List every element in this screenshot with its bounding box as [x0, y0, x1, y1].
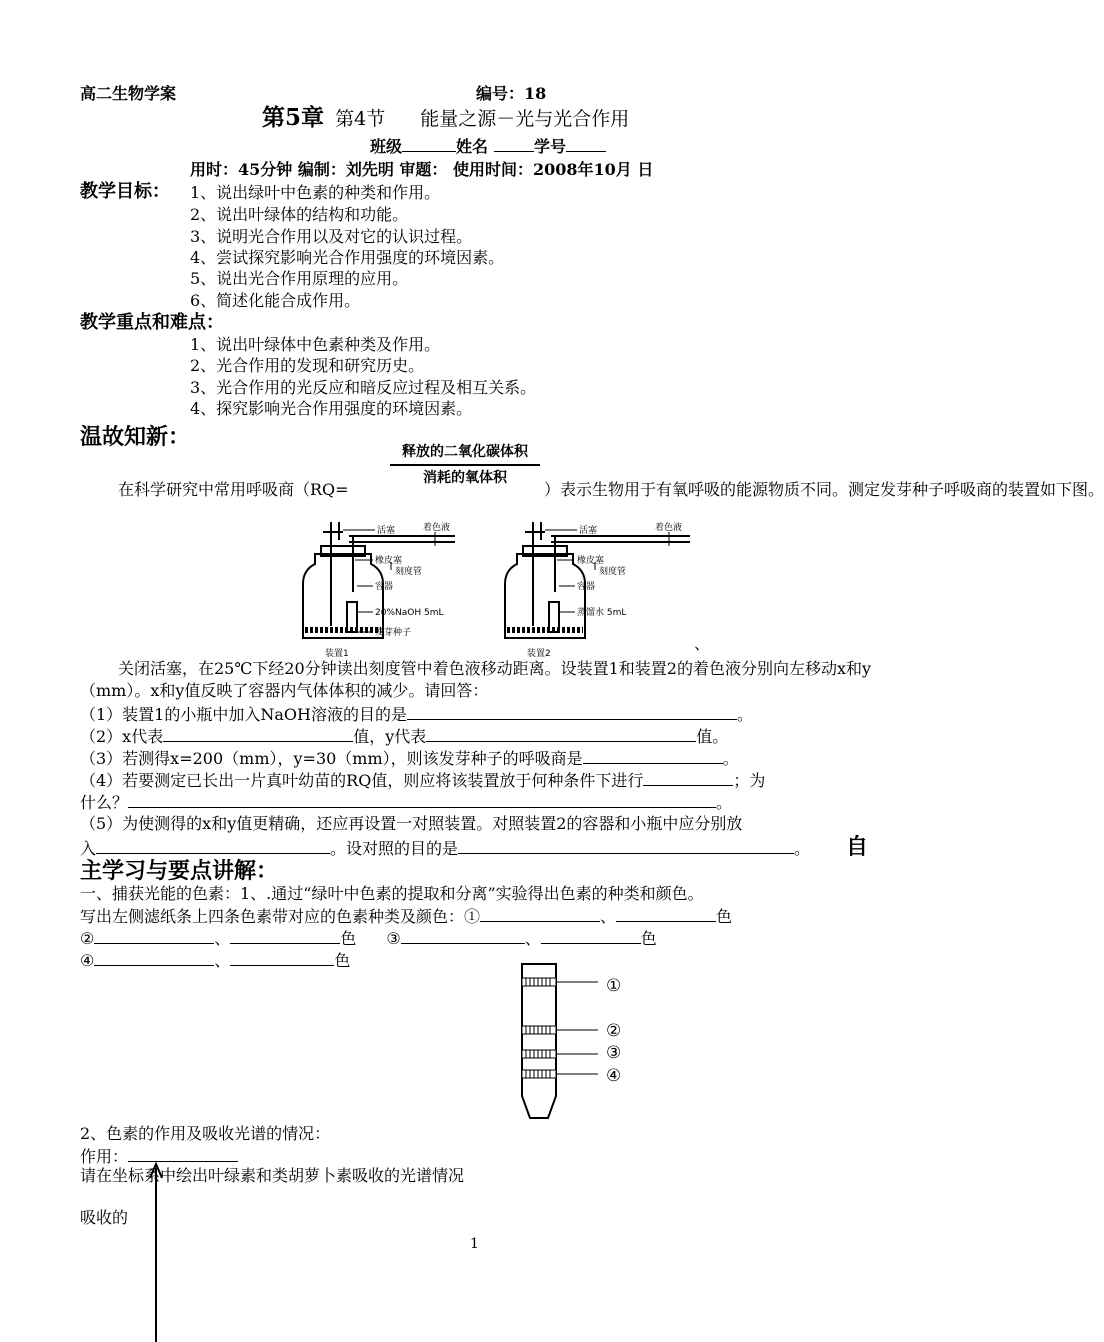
stray-mark: 、: [694, 634, 711, 653]
q1-blank[interactable]: [407, 704, 737, 720]
band2-color-blank[interactable]: [230, 928, 340, 944]
caption-device-2: 装置2: [527, 649, 551, 659]
label-container-2: 容器: [577, 582, 596, 592]
respiration-apparatus-diagram: [295, 522, 715, 662]
course-title: 高二生物学案: [80, 84, 177, 103]
band1-pigment-blank[interactable]: [480, 906, 600, 922]
key-point-item: 3、光合作用的光反应和暗反应过程及相互关系。: [190, 378, 537, 397]
band4-color-blank[interactable]: [230, 950, 334, 966]
objective-item: 5、说出光合作用原理的应用。: [190, 269, 409, 288]
fraction-denominator: 消耗的氧体积: [423, 470, 507, 486]
question-5: （5）为使测得的x和y值更精确，还应再设置一对照装置。对照装置2的容器和小瓶中应分别放: [80, 814, 743, 833]
question-3: （3）若测得x=200（mm），y=30（mm），则该发芽种子的呼吸商是 。: [80, 749, 739, 768]
q4-condition-blank[interactable]: [643, 770, 733, 786]
question-1: （1）装置1的小瓶中加入NaOH溶液的目的是 。: [80, 705, 753, 724]
objective-item: 2、说出叶绿体的结构和功能。: [190, 205, 409, 224]
pigment-intro: 一、捕获光能的色素：1、.通过“绿叶中色素的提取和分离”实验得出色素的种类和颜色。: [80, 884, 704, 903]
procedure-paragraph: 关闭活塞，在25℃下经20分钟读出刻度管中着色液移动距离。设装置1和装置2的着色液分别向左移动x和y（mm）。x和y值反映了容器内气体体积的减少。请回答：: [80, 659, 872, 700]
pigment-question-line: 写出左侧滤纸条上四条色素带对应的色素种类及颜色：① 、 色: [80, 907, 733, 926]
absorption-axis: [146, 1162, 166, 1342]
label-piston-1: 活塞: [377, 526, 396, 536]
intro-before: 在科学研究中常用呼吸商（RQ=: [118, 480, 349, 499]
label-tube-2: 刻度管: [599, 567, 627, 577]
study-heading: 主学习与要点讲解：: [80, 858, 279, 884]
question-2: （2）x代表 值，y代表 值。: [80, 727, 729, 746]
topic-label: 能量之源－光与光合作用: [420, 108, 630, 130]
intro-after: ）表示生物用于有氧呼吸的能源物质不同。测定发芽种子呼吸商的装置如下图。: [544, 480, 1104, 499]
review-heading: 温故知新：: [80, 424, 191, 450]
name-blank[interactable]: [494, 136, 534, 152]
objective-item: 4、尝试探究影响光合作用强度的环境因素。: [190, 248, 505, 267]
band-label-1: ①: [606, 976, 622, 996]
label-piston-2: 活塞: [579, 526, 598, 536]
band1-color-blank[interactable]: [616, 906, 716, 922]
q3-blank[interactable]: [583, 748, 723, 764]
key-point-item: 4、探究影响光合作用强度的环境因素。: [190, 399, 473, 418]
doc-number: 编号：18: [476, 84, 547, 103]
objective-item: 6、简述化能合成作用。: [190, 291, 361, 310]
objectives-heading: 教学目标：: [80, 181, 170, 202]
page-title: [262, 104, 629, 134]
band2-pigment-blank[interactable]: [94, 928, 214, 944]
fraction-bar: [390, 464, 540, 466]
label-tube-1: 刻度管: [395, 567, 423, 577]
question-5-cont: 入 。设对照的目的是 。: [80, 839, 811, 858]
label-water: 蒸馏水 5mL: [577, 608, 627, 618]
pigment-row-2-3: ② 、 色 ③ 、 色: [80, 929, 657, 948]
q5-contents-blank[interactable]: [96, 838, 330, 854]
study-heading-first-char: 自: [846, 834, 869, 860]
pigment-row-4: ④ 、 色: [80, 951, 351, 970]
question-4-cont: 什么？ 。: [80, 793, 733, 812]
band3-color-blank[interactable]: [541, 928, 641, 944]
spectrum-prompt: 请在坐标系中绘出叶绿素和类胡萝卜素吸收的光谱情况: [80, 1166, 465, 1185]
q4-reason-blank[interactable]: [128, 792, 716, 808]
y-axis-label: 吸收的: [80, 1208, 129, 1227]
label-naoh: 20%NaOH 5mL: [375, 608, 444, 618]
q5-purpose-blank[interactable]: [458, 838, 794, 854]
student-info-line: 班级 姓名 学号: [370, 136, 606, 157]
band-label-2: ②: [606, 1021, 622, 1041]
q2-y-blank[interactable]: [426, 726, 696, 742]
key-points-heading: 教学重点和难点：: [80, 312, 224, 333]
q2-x-blank[interactable]: [163, 726, 353, 742]
objective-item: 1、说出绿叶中色素的种类和作用。: [190, 183, 441, 202]
label-dye-2: 着色液: [655, 523, 683, 533]
question-4: （4）若要测定已长出一片真叶幼苗的RQ值，则应将该装置放于何种条件下进行 ；为: [80, 771, 766, 790]
objective-item: 3、说明光合作用以及对它的认识过程。: [190, 227, 473, 246]
label-seeds: 发芽种子: [375, 628, 412, 638]
fraction-numerator: 释放的二氧化碳体积: [402, 444, 528, 460]
class-blank[interactable]: [402, 136, 456, 152]
pigment-role-line: 作用：: [80, 1146, 238, 1167]
chapter-label: 第5章: [262, 104, 325, 131]
label-container-1: 容器: [375, 582, 394, 592]
caption-device-1: 装置1: [325, 649, 349, 659]
label-dye-1: 着色液: [423, 523, 451, 533]
band3-pigment-blank[interactable]: [401, 928, 525, 944]
rq-fraction: [390, 442, 540, 488]
meta-line: 用时：45分钟 编制：刘先明 审题： 使用时间：2008年10月 日: [190, 160, 654, 179]
id-blank[interactable]: [566, 136, 606, 152]
band4-pigment-blank[interactable]: [94, 950, 214, 966]
band-label-4: ④: [606, 1066, 622, 1086]
label-stopper-2: 橡皮塞: [577, 556, 605, 566]
section-label: 第4节: [335, 108, 386, 130]
key-point-item: 1、说出叶绿体中色素种类及作用。: [190, 335, 441, 354]
page-number: 1: [470, 1236, 479, 1252]
pigment-function-heading: 2、色素的作用及吸收光谱的情况：: [80, 1124, 331, 1143]
label-stopper-1: 橡皮塞: [375, 556, 403, 566]
key-point-item: 2、光合作用的发现和研究历史。: [190, 356, 425, 375]
band-label-3: ③: [606, 1043, 622, 1063]
role-blank[interactable]: [128, 1146, 238, 1162]
